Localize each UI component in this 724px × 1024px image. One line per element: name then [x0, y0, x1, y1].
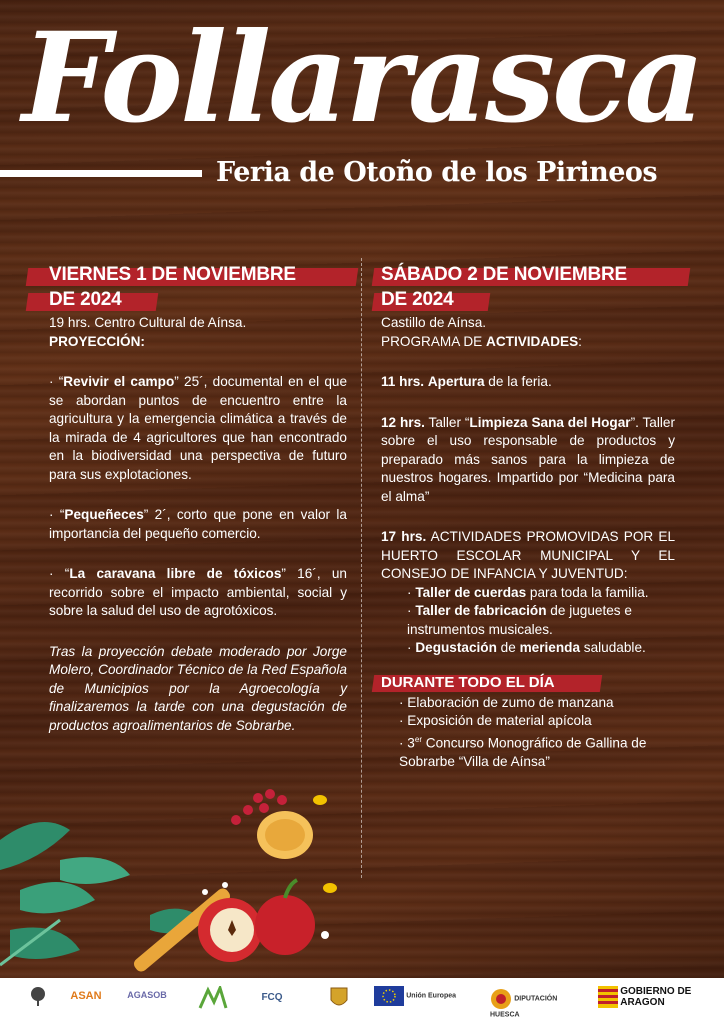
diputacion-logo: DIPUTACIÓN HUESCA: [490, 988, 580, 1019]
friday-column: [49, 262, 347, 735]
bee-icon: [313, 795, 337, 893]
autumn-illustration: [0, 780, 380, 980]
poster-title: Follarasca: [22, 6, 702, 151]
coat-of-arms-icon: [328, 986, 350, 1012]
friday-section-heading: PROYECCIÓN:: [49, 333, 145, 349]
event-2: 12 hrs. Taller “Limpieza Sana del Hogar”. Taller sobre el uso responsable de productos y preparado más sanos para la limpieza de nuestros hogares. Impartido por “Medicina para el alma”: [381, 414, 675, 504]
leaf-icon: [0, 822, 130, 965]
all-day-heading: DURANTE TODO EL DÍA: [381, 672, 675, 694]
all-day-item-1: · Elaboración de zumo de manzana: [399, 694, 614, 710]
sponsors-footer: [0, 978, 724, 1024]
saturday-place: Castillo de Aínsa.: [381, 315, 487, 330]
all-day-item-2: · Exposición de material apícola: [399, 713, 592, 728]
saturday-column: [381, 262, 675, 771]
film-item-1: · “Revivir el campo” 25´, documental en el que se abordan puntos de encuentro entre la agricultura y la emergencia climática a través de la mirada de 4 agricultores que han encontrado en la biodiversidad una perspectiva de futuro para sus explotaciones.: [49, 374, 348, 482]
film-item-2: · “Pequeñeces” 2´, corto que pone en valor la importancia del pequeño comercio.: [49, 507, 347, 541]
eu-logo: Unión Europea: [374, 986, 484, 1006]
apple-icon: [198, 880, 315, 962]
film-item-3: · “La caravana libre de tóxicos” 16´, un recorrido sobre el impacto ambiental, social y sobre la salud del uso de agrotóxicos.: [49, 566, 347, 618]
title-underline: [0, 170, 202, 177]
agasob-logo: AGASOB: [127, 990, 167, 1000]
sub-activity-2: · Taller de fabricación de juguetes e instrumentos musicales.: [407, 603, 632, 637]
friday-place: 19 hrs. Centro Cultural de Aínsa.: [49, 315, 247, 330]
friday-heading: VIERNES 1 DE NOVIEMBRE DE 2024: [49, 262, 347, 312]
friday-closing: Tras la proyección debate moderado por Jorge Molero, Coordinador Técnico de la Red Española de Municipios por la Agroecología y finalizaremos la tarde con una degustación de productos agroalimentarios de Sobrarbe.: [49, 643, 347, 733]
saturday-section-heading: PROGRAMA DE ACTIVIDADES:: [381, 333, 582, 349]
green-logo-icon: [196, 986, 230, 1012]
fcq-logo: FCQ: [261, 992, 283, 1003]
poster-subtitle: Feria de Otoño de los Pirineos: [216, 157, 658, 188]
sub-activity-3: · Degustación de merienda saludable.: [407, 640, 646, 655]
gobierno-aragon-logo: GOBIERNO DE ARAGON: [598, 986, 714, 1008]
all-day-item-3: · 3er Concurso Monográfico de Gallina de Sobrarbe “Villa de Aínsa”: [399, 734, 647, 769]
asan-logo: ASAN: [70, 990, 102, 1002]
sub-activity-1: · Taller de cuerdas para toda la familia.: [407, 584, 649, 600]
event-1: 11 hrs. Apertura de la feria.: [381, 374, 552, 389]
event-3: 17 hrs. ACTIVIDADES PROMOVIDAS POR EL HUERTO ESCOLAR MUNICIPAL Y EL CONSEJO DE INFANCIA Y JUVENTUD:: [381, 529, 676, 581]
saturday-heading: SÁBADO 2 DE NOVIEMBRE DE 2024: [381, 262, 675, 312]
tree-logo-icon: [20, 986, 56, 1010]
